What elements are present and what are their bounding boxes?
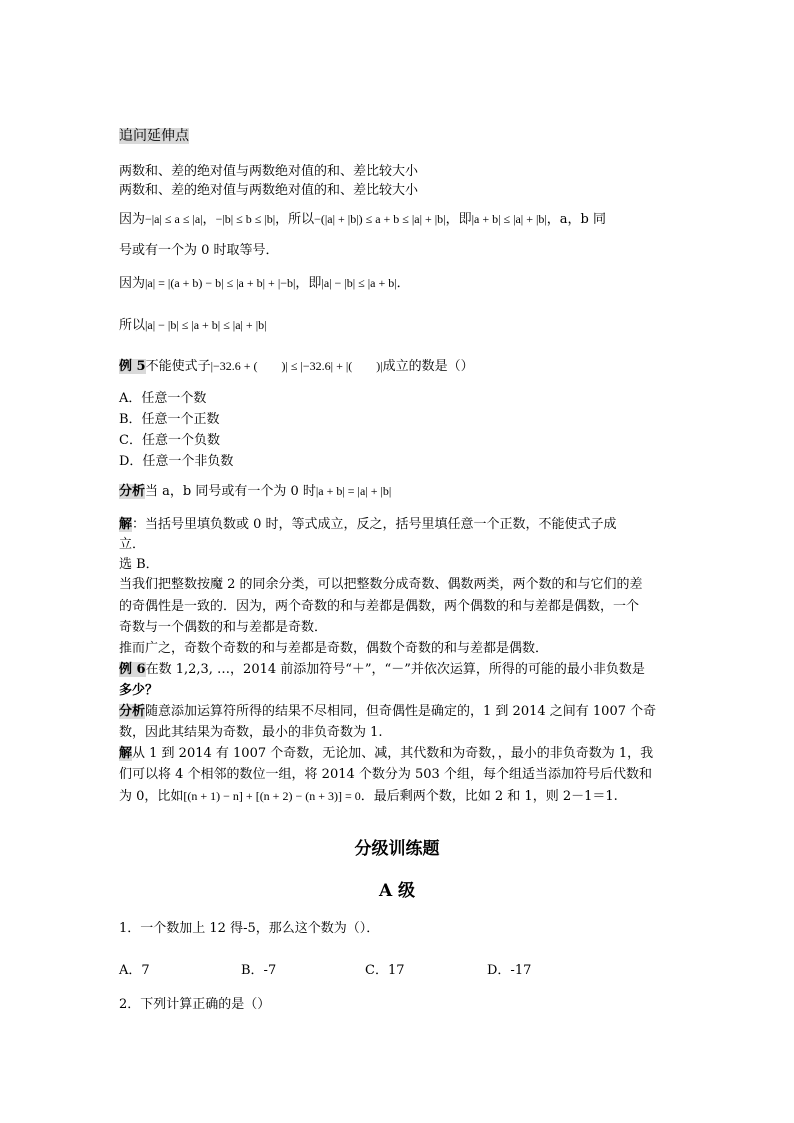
example-5-option-d: D．任意一个非负数 xyxy=(119,454,234,469)
example-5-solution-line-1: 解：当括号里填负数或 0 时，等式成立，反之，括号里填任意一个正数，不能使式子成 xyxy=(119,517,617,532)
question-1-option-b: B．-7 xyxy=(241,963,277,978)
example-6-solution-line-3: 为 0，比如[(n + 1) − n] + [(n + 2) − (n + 3)] = 0．最后剩两个数，比如 2 和 1，则 2－1＝1. xyxy=(119,789,618,804)
example-5-choice: 选 B． xyxy=(119,557,159,572)
formula-abs-a-bound: −|a| ≤ a ≤ |a| xyxy=(145,212,203,226)
question-2: 2．下列计算正确的是（） xyxy=(119,997,271,1012)
topic-line-1: 两数和、差的绝对值与两数绝对值的和、差比较大小 xyxy=(119,164,419,179)
solution-label: 解 xyxy=(119,517,133,532)
formula-sum-bound: −(|a| + |b|) ≤ a + b ≤ |a| + |b| xyxy=(314,212,446,226)
training-title: 分级训练题 xyxy=(354,839,440,859)
formula-triangle-inequality: |a + b| ≤ |a| + |b| xyxy=(471,212,547,226)
example-5-option-b: B．任意一个正数 xyxy=(119,412,220,427)
question-1-option-d: D．-17 xyxy=(487,963,532,978)
example-5-label: 例 5 xyxy=(119,359,146,374)
grouping-formula: [(n + 1) − n] + [(n + 2) − (n + 3)] = 0 xyxy=(183,789,361,803)
parity-line-1: 当我们把整数按魔 2 的同余分类，可以把整数分成奇数、偶数两类，两个数的和与它们的差 xyxy=(119,577,643,592)
formula-abs-a-decomposition: |a| = |(a + b) − b| ≤ |a + b| + |−b| xyxy=(145,276,296,290)
topic-line-2: 两数和、差的绝对值与两数绝对值的和、差比较大小 xyxy=(119,183,419,198)
proof-paragraph-2: 因为|a| = |(a + b) − b| ≤ |a + b| + |−b|，即|a| − |b| ≤ |a + b|． xyxy=(119,276,410,291)
example-5-analysis: 分析当 a，b 同号或有一个为 0 时|a + b| = |a| + |b| xyxy=(119,484,392,499)
analysis-label: 分析 xyxy=(119,484,146,499)
example-6-analysis-line-1: 分析随意添加运算符所得的结果不尽相同，但奇偶性是确定的，1 到 2014 之间有 1007 个奇 xyxy=(119,704,657,719)
example-6-solution-line-1: 解从 1 到 2014 有 1007 个奇数，无论加、减，其代数和为奇数，，最小的非负奇数为 1，我 xyxy=(119,746,654,761)
example-5-question: 例 5不能使式子|−32.6 + ( )| ≤ |−32.6| + |( )|成立的数是（） xyxy=(119,359,474,374)
parity-line-3: 奇数与一个偶数的和与差都是奇数． xyxy=(119,620,328,635)
proof-paragraph-1-continued: 号或有一个为 0 时取等号． xyxy=(119,243,279,258)
parity-line-4: 推而广之，奇数个奇数的和与差都是奇数，偶数个奇数的和与差都是偶数． xyxy=(119,641,549,656)
formula-difference-bound: |a| − |b| ≤ |a + b| xyxy=(321,276,397,290)
analysis-formula: |a + b| = |a| + |b| xyxy=(315,484,392,498)
example-5-option-c: C．任意一个负数 xyxy=(119,433,220,448)
example-6-label: 例 6 xyxy=(119,662,146,677)
example-6-solution-line-2: 们可以将 4 个相邻的数位一组，将 2014 个数分为 503 个组，每个组适当添加符号后代数和 xyxy=(119,767,652,782)
proof-paragraph-1: 因为−|a| ≤ a ≤ |a|，−|b| ≤ b ≤ |b|，所以−(|a| + |b|) ≤ a + b ≤ |a| + |b|，即|a + b| ≤ |a| + |b|，a，b 同 xyxy=(119,212,606,227)
example-6-solution-label: 解 xyxy=(119,746,133,761)
formula-full-inequality: |a| − |b| ≤ |a + b| ≤ |a| + |b| xyxy=(145,318,267,332)
example-6-analysis-label: 分析 xyxy=(119,704,146,719)
example-5-formula: |−32.6 + ( )| ≤ |−32.6| + |( )| xyxy=(210,359,383,373)
question-1-option-a: A．7 xyxy=(119,963,150,978)
question-1: 1．一个数加上 12 得-5，那么这个数为（）． xyxy=(119,921,380,936)
formula-abs-b-bound: −|b| ≤ b ≤ |b| xyxy=(215,212,276,226)
training-level: A 级 xyxy=(378,881,416,901)
example-5-solution-line-2: 立． xyxy=(119,537,146,552)
question-1-option-c: C．17 xyxy=(365,963,405,978)
example-5-option-a: A．任意一个数 xyxy=(119,391,207,406)
section-heading: 追问延伸点 xyxy=(119,128,189,144)
proof-conclusion: 所以|a| − |b| ≤ |a + b| ≤ |a| + |b| xyxy=(119,318,267,333)
example-6-question-line-2: 多少？ xyxy=(119,683,159,698)
example-6-question-line-1: 例 6在数 1,2,3, …，2014 前添加符号“＋”，“－”并依次运算，所得的可能的最小非负数是 xyxy=(119,662,645,677)
parity-line-2: 的奇偶性是一致的．因为，两个奇数的和与差都是偶数，两个偶数的和与差都是偶数，一个 xyxy=(119,599,640,614)
example-6-analysis-line-2: 数，因此其结果为奇数，最小的非负奇数为 1. xyxy=(119,725,383,740)
